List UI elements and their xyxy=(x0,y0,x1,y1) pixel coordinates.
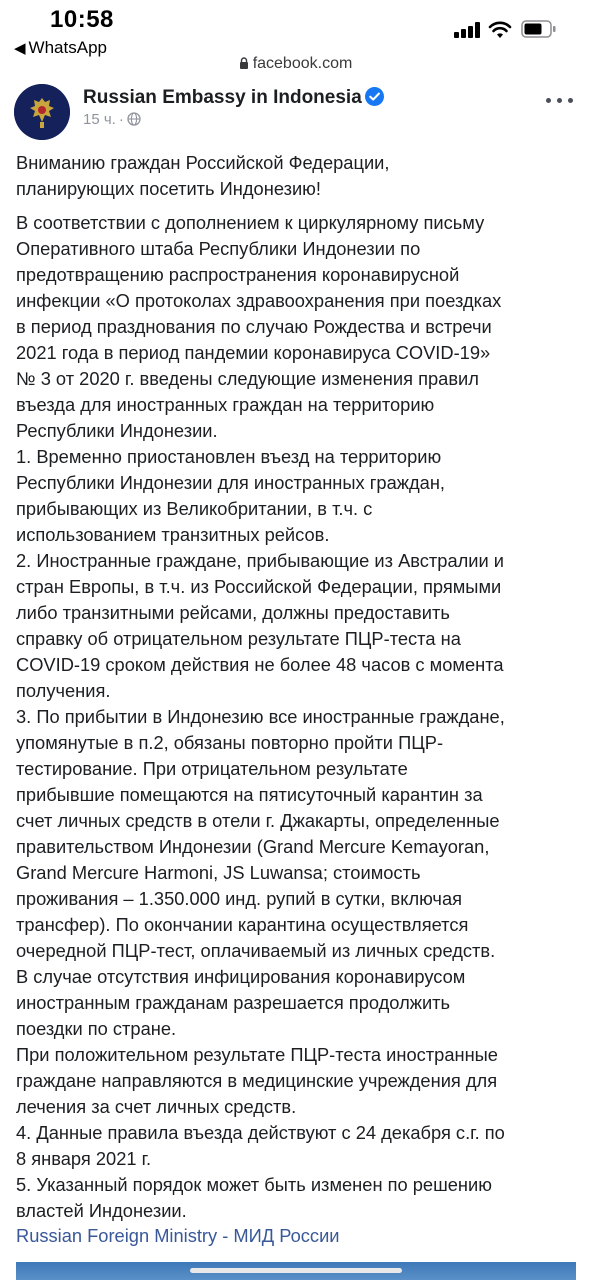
post-body-line: получения. xyxy=(16,680,111,701)
post-body-line: предотвращению распространения коронавирусной xyxy=(16,264,460,285)
post-body-line: инфекции «О протоколах здравоохранения при поездках xyxy=(16,290,502,311)
globe-icon xyxy=(127,112,141,126)
post-body-line: иностранным гражданам разрешается продолжить xyxy=(16,992,451,1013)
meta-separator: · xyxy=(118,111,124,128)
post-body-line: прибывающих из Великобритании, в т.ч. с xyxy=(16,498,373,519)
post-body-line: Республики Индонезии для иностранных граждан, xyxy=(16,472,446,493)
post-heading-line: Вниманию граждан Российской Федерации, xyxy=(16,152,390,173)
post-body-line: тестирование. При отрицательном результате xyxy=(16,758,408,779)
post-body-line: 1. Временно приостановлен въезд на территорию xyxy=(16,446,442,467)
post-body-line: властей Индонезии. xyxy=(16,1200,187,1221)
post-body-line: В соответствии с дополнением к циркулярному письму xyxy=(16,212,485,233)
post-body-line: COVID-19 сроком действия не более 48 часов с момента xyxy=(16,654,504,675)
post-body-line: очередной ПЦР-тест, оплачиваемый из личных средств. xyxy=(16,940,496,961)
signal-icon xyxy=(454,22,484,38)
page-avatar[interactable] xyxy=(14,84,70,140)
battery-icon xyxy=(521,20,557,38)
post-body-line: в период празднования по случаю Рождества и встречи xyxy=(16,316,492,337)
post-body-line: граждане направляются в медицинские учреждения для xyxy=(16,1070,498,1091)
post-timestamp[interactable]: 15 ч. xyxy=(83,111,116,128)
post-body-line: 2021 года в период пандемии коронавируса COVID-19» xyxy=(16,342,491,363)
post-body-line: стран Европы, в т.ч. из Российской Федерации, прямыми xyxy=(16,576,502,597)
post-body-line: правительством Индонезии (Grand Mercure Kemayoran, xyxy=(16,836,490,857)
back-app-label: WhatsApp xyxy=(28,38,107,57)
post-body-line: 2. Иностранные граждане, прибывающие из Австралии и xyxy=(16,550,505,571)
post-meta xyxy=(83,111,141,128)
coat-of-arms-icon xyxy=(14,84,70,140)
wifi-icon xyxy=(488,20,512,40)
post-body-line: справку об отрицательном результате ПЦР-теста на xyxy=(16,628,461,649)
post-body-line: Grand Mercure Harmoni, JS Luwansa; стоимость xyxy=(16,862,421,883)
more-options-icon[interactable] xyxy=(546,98,576,106)
post-body-line: либо транзитными рейсами, должны предоставить xyxy=(16,602,450,623)
post-body-line: 5. Указанный порядок может быть изменен по решению xyxy=(16,1174,492,1195)
post-body-line: поездки по стране. xyxy=(16,1018,177,1039)
post-body-line: проживания – 1.350.000 инд. рупий в сутки, включая xyxy=(16,888,463,909)
post-body-line: Оперативного штаба Республики Индонезии по xyxy=(16,238,421,259)
post-body-line: 3. По прибытии в Индонезию все иностранные граждане, xyxy=(16,706,505,727)
post-text xyxy=(16,150,586,1224)
back-chevron-icon: ◀ xyxy=(14,40,26,57)
post-body-line: При положительном результате ПЦР-теста иностранные xyxy=(16,1044,498,1065)
url-text: facebook.com xyxy=(252,55,353,72)
post-body-line: въезда для иностранных граждан на территорию xyxy=(16,394,435,415)
post-author-name[interactable]: Russian Embassy in Indonesia xyxy=(83,87,362,108)
post-body-line: 8 января 2021 г. xyxy=(16,1148,152,1169)
home-indicator xyxy=(190,1268,402,1273)
post-heading-line: планирующих посетить Индонезию! xyxy=(16,178,321,199)
post-body-line: № 3 от 2020 г. введены следующие изменения правил xyxy=(16,368,479,389)
post-body-line: счет личных средств в отели г. Джакарты, определенные xyxy=(16,810,500,831)
post-body-line: 4. Данные правила въезда действуют с 24 декабря с.г. по xyxy=(16,1122,505,1143)
post-body-line: В случае отсутствия инфицирования коронавирусом xyxy=(16,966,466,987)
page-link[interactable]: Russian Foreign Ministry - МИД России xyxy=(16,1225,340,1246)
post-body-line: упомянутые в п.2, обязаны повторно пройти ПЦР- xyxy=(16,732,444,753)
post-body-line: Республики Индонезии. xyxy=(16,420,218,441)
status-time: 10:58 xyxy=(50,6,114,33)
post-body-line: прибывшие помещаются на пятисуточный карантин за xyxy=(16,784,483,805)
post-body-line: лечения за счет личных средств. xyxy=(16,1096,297,1117)
post-author[interactable] xyxy=(83,87,384,109)
status-bar xyxy=(0,0,591,60)
post-body-line: использованием транзитных рейсов. xyxy=(16,524,330,545)
post-body-line: трансфер). По окончании карантина осуществляется xyxy=(16,914,469,935)
lock-icon xyxy=(239,57,249,69)
address-bar[interactable] xyxy=(0,55,591,79)
verified-badge-icon xyxy=(365,87,384,106)
